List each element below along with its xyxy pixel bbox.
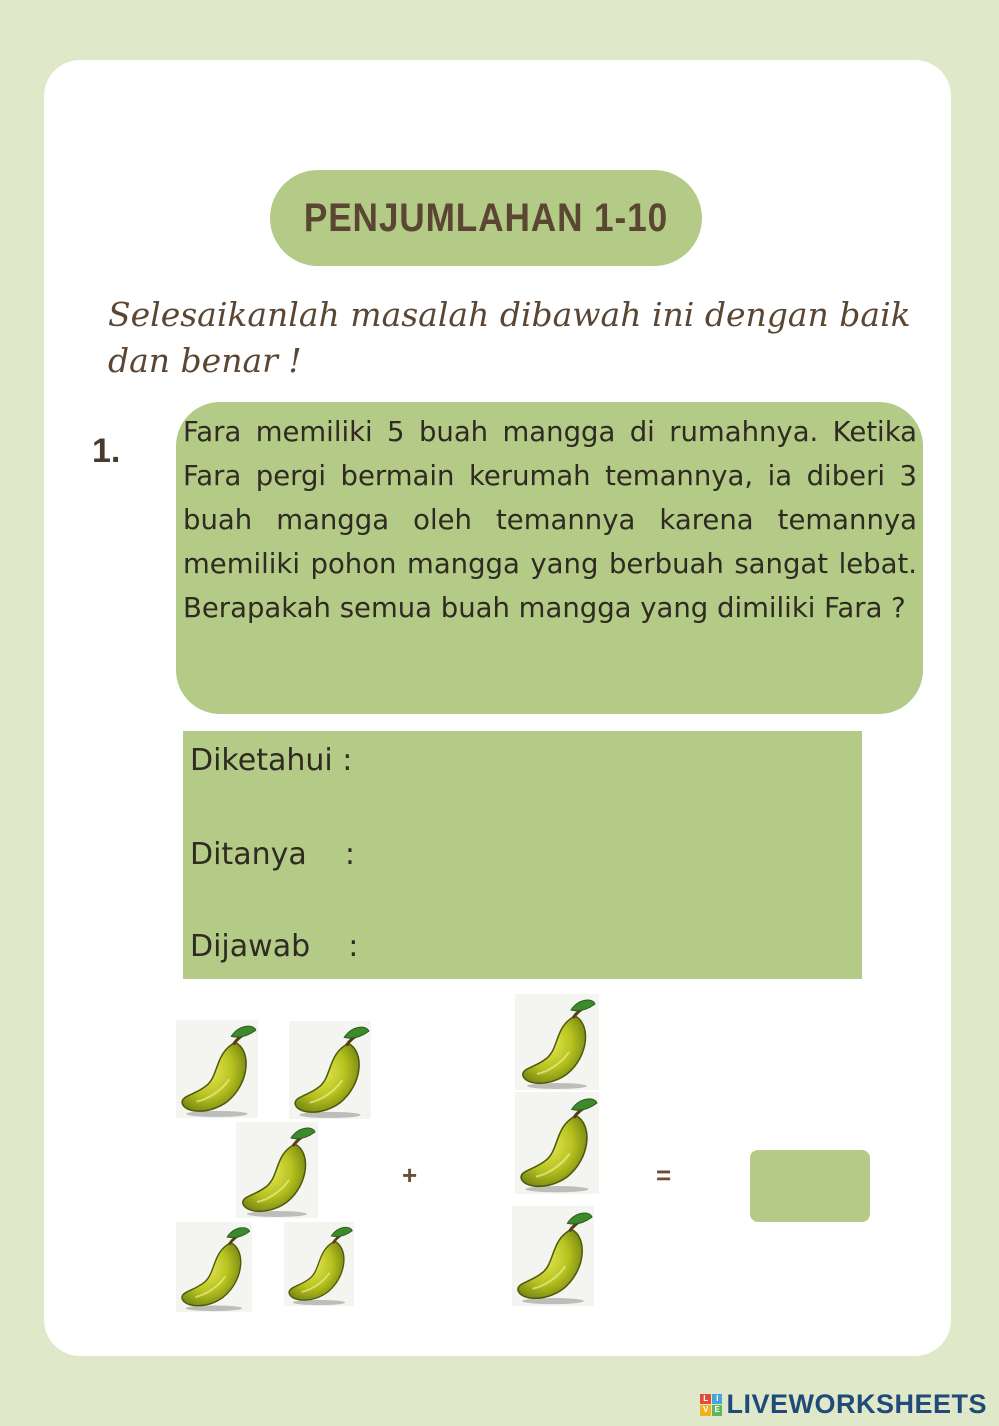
mango-icon	[515, 994, 599, 1090]
question-text: Fara memiliki 5 buah mangga di rumahnya. Ketika Fara pergi bermain kerumah temannya, ia diberi 3 buah mangga oleh temannya karena temannya memiliki pohon mangga yang berbuah sangat lebat. Berapakah semua buah mangga yang dimiliki Fara ?	[183, 416, 917, 624]
page-title: PENJUMLAHAN 1-10	[303, 195, 669, 240]
liveworksheets-logo[interactable]	[700, 1389, 987, 1420]
mango-icon	[512, 1206, 594, 1306]
mango-icon	[176, 1222, 252, 1312]
liveworksheets-logo-icon: L I V E	[700, 1394, 722, 1416]
mango-icon	[515, 1092, 599, 1194]
answered-label: Dijawab :	[190, 929, 359, 964]
title-banner	[270, 170, 702, 266]
question-number: 1.	[92, 432, 121, 470]
answer-box[interactable]	[183, 731, 862, 979]
mango-icon	[284, 1222, 354, 1306]
instruction-text: Selesaikanlah masalah dibawah ini dengan baik dan benar !	[108, 295, 911, 380]
asked-label: Ditanya :	[190, 837, 355, 872]
equals-sign: =	[656, 1160, 672, 1190]
plus-sign: +	[402, 1160, 418, 1190]
mango-icon	[176, 1020, 258, 1118]
mango-icon	[236, 1122, 318, 1218]
answer-input[interactable]	[750, 1150, 870, 1222]
brand-name: LIVEWORKSHEETS	[726, 1389, 987, 1419]
mango-icon	[289, 1021, 371, 1119]
known-label: Diketahui :	[190, 743, 353, 778]
